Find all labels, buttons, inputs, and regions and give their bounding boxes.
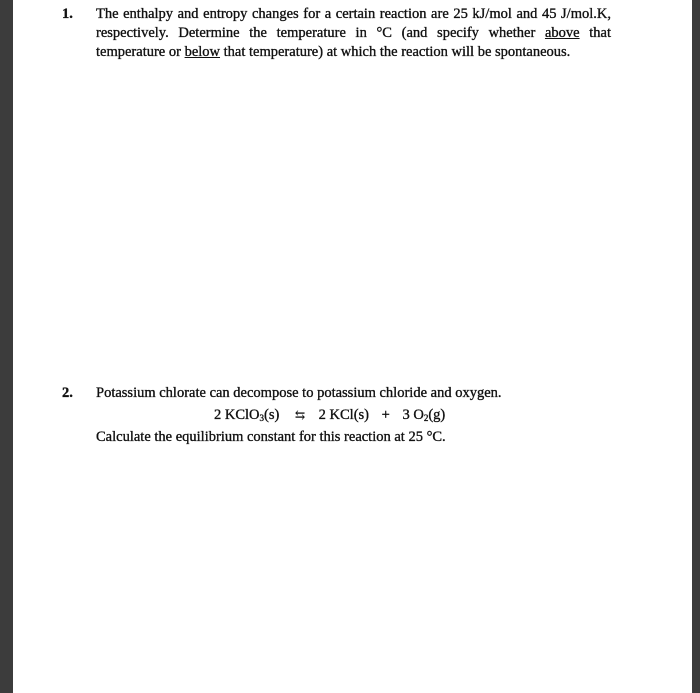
chemical-equation [214,406,445,428]
question-number: 1. [62,6,73,22]
plus-sign: + [381,407,390,423]
question-text [96,5,611,62]
product-o2: 3 $O_2(g)$ [402,407,446,423]
product-kcl: 2 KCl(s) [318,407,370,423]
underlined-below: below [184,44,221,60]
text-part: that temperature or [96,25,611,60]
text-part: that temperature) at which the reaction will be spontaneous. [220,44,571,60]
question-intro: Potassium chlorate can decompose to potassium chloride and oxygen. [96,385,502,401]
text-part: The enthalpy and entropy changes for a certain reaction are 25 kJ/mol and 45 J/mol.K, respectively. Determine the temperature in °C (and specify whether [96,6,611,41]
document-page [13,0,692,693]
equilibrium-arrow-icon: ⇆ [294,408,306,422]
underlined-above: above [544,25,580,41]
question-task: Calculate the equilibrium constant for this reaction at 25 °C. [96,429,446,445]
reactant: 2 KClO$_3$(s) [214,407,280,423]
question-number: 2. [62,385,73,401]
